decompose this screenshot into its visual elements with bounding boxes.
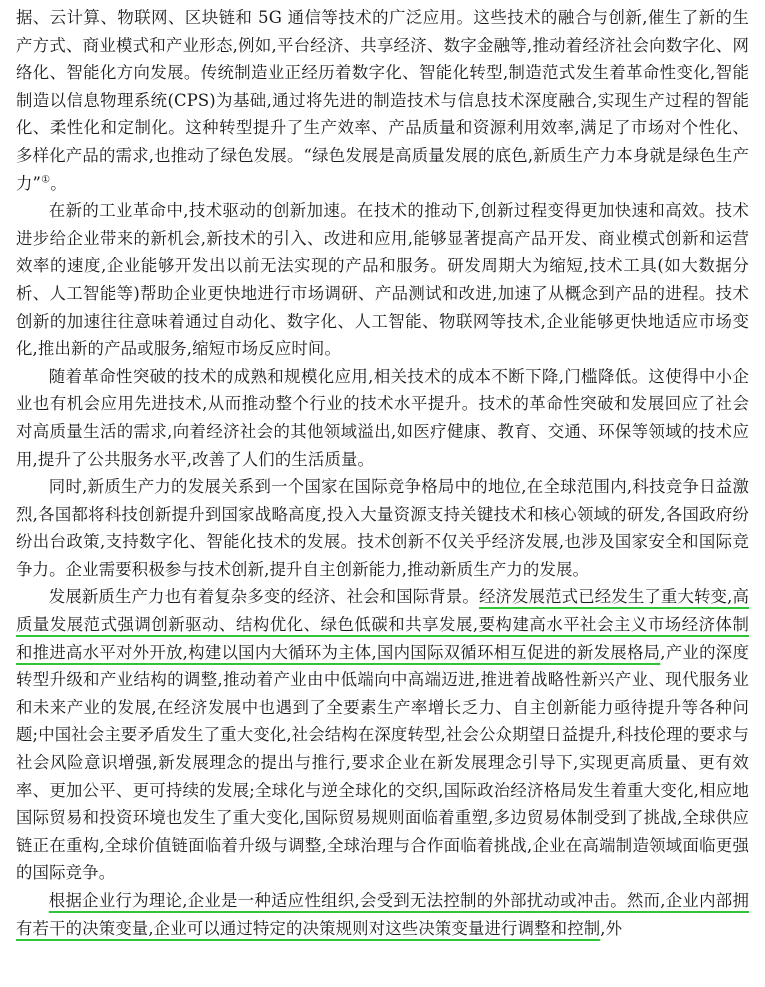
paragraph-1-end: 。 bbox=[50, 173, 67, 193]
highlighted-passage-2: 根据企业行为理论,企业是一种适应性组织,会受到无法控制的外部扰动或冲击。然而,企业内部拥有若干的决策变量,企业可以通过特定的决策规则对这些决策变量进行调整和控制 bbox=[16, 891, 749, 938]
paragraph-6 bbox=[16, 887, 749, 942]
paragraph-5 bbox=[16, 583, 749, 887]
highlighted-passage-1: 经济发展范式已经发生了重大转变,高质量发展范式强调创新驱动、结构优化、绿色低碳和共享发展,要构建高水平社会主义市场经济体制和推进高水平对外开放,构建以国内大循环为主体,国内国际双循环相互促进的新发展格局 bbox=[16, 587, 749, 662]
footnote-marker: ① bbox=[41, 174, 51, 186]
paragraph-3-text: 随着革命性突破的技术的成熟和规模化应用,相关技术的成本不断下降,门槛降低。这使得中小企业也有机会应用先进技术,从而推动整个行业的技术水平提升。技术的革命性突破和发展回应了社会对高质量生活的需求,向着经济社会的其他领域溢出,如医疗健康、教育、交通、环保等领域的技术应用,提升了公共服务水平,改善了人们的生活质量。 bbox=[16, 366, 749, 469]
paragraph-4 bbox=[16, 473, 749, 583]
paragraph-5-rest: ,产业的深度转型升级和产业结构的调整,推动着产业由中低端向中高端迈进,推进着战略性新兴产业、现代服务业和未来产业的发展,在经济发展中也遇到了全要素生产率增长乏力、自主创新能力亟待提升等各种问题;中国社会主要矛盾发生了重大变化,社会结构在深度转型,社会公众期望日益提升,科技伦理的要求与社会风险意识增强,新发展理念的提出与推行,要求企业在新发展理念引导下,实现更高质量、更有效率、更加公平、更可持续的发展;全球化与逆全球化的交织,国际政治经济格局发生着重大变化,相应地国际贸易和投资环境也发生了重大变化,国际贸易规则面临着重塑,多边贸易体制受到了挑战,全球供应链正在重构,全球价值链面临着升级与调整,全球治理与合作面临着挑战,企业在高端制造领域面临更强的国际竞争。 bbox=[16, 642, 749, 883]
paragraph-5-text: 发展新质生产力也有着复杂多变的经济、社会和国际背景。 bbox=[48, 587, 479, 607]
paragraph-6-rest: ,外 bbox=[600, 918, 623, 938]
paragraph-4-text: 同时,新质生产力的发展关系到一个国家在国际竞争格局中的地位,在全球范围内,科技竞争日益激烈,各国都将科技创新提升到国家战略高度,投入大量资源支持关键技术和核心领域的研发,各国政府纷纷出台政策,支持数字化、智能化技术的发展。技术创新不仅关乎经济发展,也涉及国家安全和国际竞争力。企业需要积极参与技术创新,提升自主创新能力,推动新质生产力的发展。 bbox=[16, 477, 749, 579]
paragraph-2 bbox=[16, 197, 749, 363]
paragraph-1-text: 据、云计算、物联网、区块链和 5G 通信等技术的广泛应用。这些技术的融合与创新,催生了新的生产方式、商业模式和产业形态,例如,平台经济、共享经济、数字金融等,推动着经济社会向数字化、网络化、智能化方向发展。传统制造业正经历着数字化、智能化转型,制造范式发生着革命性变化,智能制造以信息物理系统(CPS)为基础,通过将先进的制造技术与信息技术深度融合,实现生产过程的智能化、柔性化和定制化。这种转型提升了生产效率、产品质量和资源利用效率,满足了市场对个性化、多样化产品的需求,也推动了绿色发展。“绿色发展是高质量发展的底色,新质生产力本身就是绿色生产力” bbox=[16, 8, 749, 193]
paragraph-1 bbox=[16, 4, 749, 197]
paragraph-2-text: 在新的工业革命中,技术驱动的创新加速。在技术的推动下,创新过程变得更加快速和高效。技术进步给企业带来的新机会,新技术的引入、改进和应用,能够显著提高产品开发、商业模式创新和运营效率的速度,企业能够开发出以前无法实现的产品和服务。研发周期大为缩短,技术工具(如大数据分析、人工智能等)帮助企业更快地进行市场调研、产品测试和改进,加速了从概念到产品的进程。技术创新的加速往往意味着通过自动化、数字化、人工智能、物联网等技术,企业能够更快地适应市场变化,推出新的产品或服务,缩短市场反应时间。 bbox=[16, 201, 749, 359]
paragraph-3 bbox=[16, 363, 749, 473]
document-page bbox=[16, 4, 749, 942]
